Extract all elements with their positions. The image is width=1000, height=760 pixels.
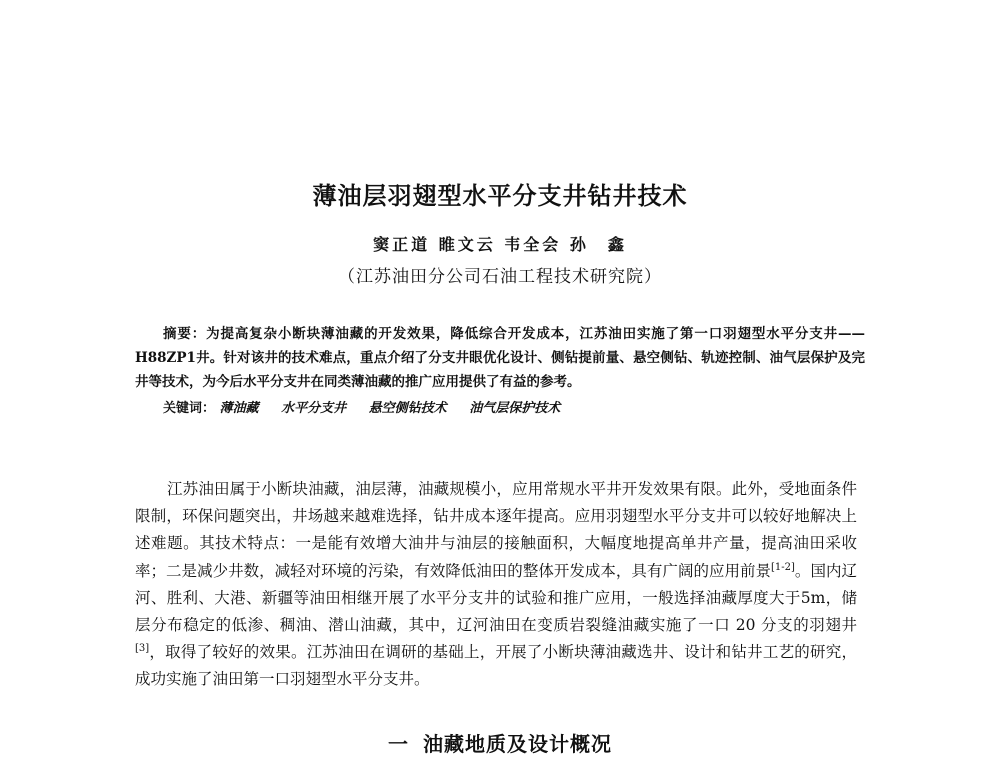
body-text-part: 江苏油田属于小断块油藏，油层薄，油藏规模小，应用常规水平井开发效果有限。此外，受地面条件限制，环保问题突出，井场越来越难选择，钻井成本逐年提高。应用羽翅型水平分支井可以较好地解决上述难题。其技术特点：一是能有效增大油井与油层的接触面积，大幅度地提高单井产量，提高油田采收率；二是减少井数，减轻对环境的污染，有效降低油田的整体开发成本，具有广阔的应用前景 — [135, 480, 857, 580]
abstract — [135, 322, 865, 394]
keyword: 油气层保护技术 — [469, 401, 561, 416]
body-paragraph — [135, 476, 857, 694]
section-title: 油藏地质及设计概况 — [423, 732, 612, 756]
keyword: 薄油藏 — [219, 401, 259, 416]
author-list: 窦正道 睢文云 韦全会 孙 鑫 — [373, 235, 627, 254]
body-text-part: 。国内辽河、胜利、大港、新疆等油田相继开展了水平分支井的试验和推广应用，一般选择油藏厚度大于5m，储层分布稳定的低渗、稠油、潜山油藏，其中，辽河油田在变质岩裂缝油藏实施了一口 20 分支的羽翅井 — [135, 561, 857, 635]
abstract-label: 摘要： — [163, 326, 207, 342]
paper-title: 薄油层羽翅型水平分支井钻井技术 — [312, 182, 688, 210]
keywords — [163, 398, 863, 420]
body-text-part: ，取得了较好的效果。江苏油田在调研的基础上，开展了小断块薄油藏选井、设计和钻井工艺的研究，成功实施了油田第一口羽翅型水平分支井。 — [135, 643, 857, 689]
abstract-text: 为提高复杂小断块薄油藏的开发效果，降低综合开发成本，江苏油田实施了第一口羽翅型水平分支井——H88ZP1井。针对该井的技术难点，重点介绍了分支井眼优化设计、侧钻提前量、悬空侧钻、轨迹控制、油气层保护及完井等技术，为今后水平分支井在同类薄油藏的推广应用提供了有益的参考。 — [135, 326, 866, 390]
keyword: 悬空侧钻技术 — [368, 401, 447, 416]
section-heading — [0, 728, 1000, 757]
keyword: 水平分支井 — [281, 401, 347, 416]
keywords-label: 关键词： — [163, 401, 216, 416]
section-number: 一 — [388, 732, 409, 756]
citation: [1-2] — [771, 561, 795, 573]
affiliation: （江苏油田分公司石油工程技术研究院） — [338, 267, 662, 287]
citation: [3] — [135, 643, 150, 655]
